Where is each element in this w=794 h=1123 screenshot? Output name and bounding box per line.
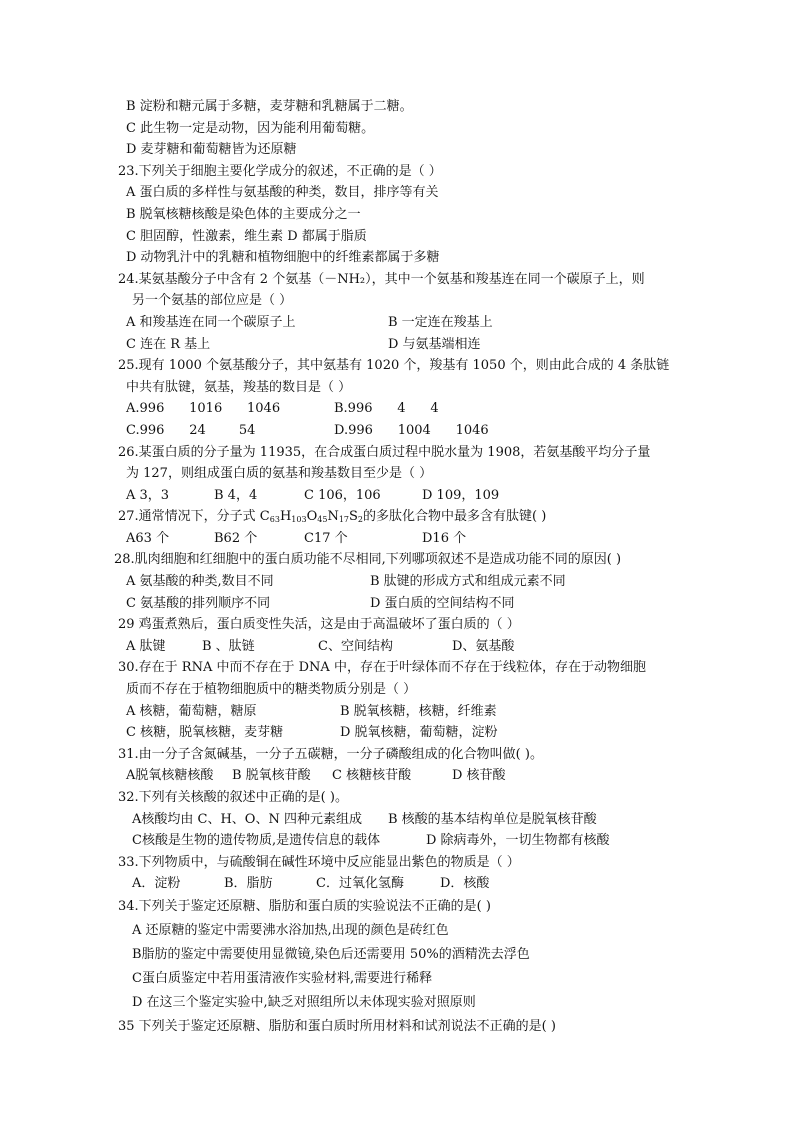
option-line: C 胆固醇，性激素，维生素 D 都属于脂质: [126, 228, 367, 244]
option-line: D 麦芽糖和葡萄糖皆为还原糖: [126, 142, 297, 158]
option: C、空间结构: [318, 638, 393, 654]
option: C.996 24 54: [126, 422, 256, 438]
option: D 109，109: [422, 487, 500, 503]
option: C核酸是生物的遗传物质,是遗传信息的载体: [132, 833, 381, 849]
option: A核酸均由 C、H、O、N 四种元素组成: [132, 811, 362, 827]
option: D 脱氧核糖，葡萄糖，淀粉: [340, 725, 498, 741]
option-line: A 蛋白质的多样性与氨基酸的种类，数目，排序等有关: [126, 185, 439, 201]
question-30-options: [118, 701, 688, 723]
option: A．淀粉: [132, 876, 181, 892]
question-32: 32.下列有关核酸的叙述中正确的是( )。: [118, 790, 348, 805]
question-24: 24.某氨基酸分子中含有 2 个氨基（－NH₂），其中一个氨基和羧基连在同一个碳原子上，则: [118, 271, 645, 287]
option-line: D 动物乳汁中的乳糖和植物细胞中的纤维素都属于多糖: [126, 250, 440, 266]
question-35: 35 下列关于鉴定还原糖、脂肪和蛋白质时所用材料和试剂说法不正确的是( ): [118, 1018, 556, 1034]
option: D 与氨基端相连: [388, 336, 481, 352]
option: B 核酸的基本结构单位是脱氧核苷酸: [388, 811, 597, 827]
option: C 核糖，脱氧核糖，麦芽糖: [126, 725, 284, 741]
option: D 蛋白质的空间结构不同: [370, 595, 515, 611]
option: C 连在 R 基上: [126, 336, 211, 352]
option: B．脂肪: [224, 876, 273, 892]
question-33-options: [118, 873, 688, 895]
option: A 和羧基连在同一个碳原子上: [126, 314, 296, 330]
question-24-options: [118, 312, 688, 334]
question-26-cont: 为 127，则组成蛋白质的氨基和羧基数目至少是（ ）: [126, 466, 433, 482]
question-32-options: [118, 830, 688, 852]
question-27: 27.通常情况下，分子式 $C_{63}H_{103}O_{45}N_{17}S_2$的多肽化合物中最多含有肽键( ): [118, 509, 547, 525]
question-25-options: [118, 398, 688, 420]
question-34: 34.下列关于鉴定还原糖、脂肪和蛋白质的实验说法不正确的是( ): [118, 898, 491, 914]
option: C 核糖核苷酸: [332, 768, 412, 784]
option: B62 个: [214, 530, 258, 546]
question-26: 26.某蛋白质的分子量为 11935，在合成蛋白质过程中脱水量为 1908，若氨基酸平均分子量: [118, 444, 651, 460]
option: D．核酸: [440, 876, 490, 892]
option: D16 个: [422, 530, 467, 546]
question-28: 28.肌肉细胞和红细胞中的蛋白质功能不尽相同,下列哪项叙述不是造成功能不同的原因( ): [114, 552, 622, 568]
option: A63 个: [126, 530, 170, 546]
option: B 脱氧核苷酸: [232, 768, 311, 784]
question-33: 33.下列物质中，与硫酸铜在碱性环境中反应能显出紫色的物质是（ ）: [118, 854, 520, 870]
question-25: 25.现有 1000 个氨基酸分子，其中氨基有 1020 个，羧基有 1050 个，则由此合成的 4 条肽链: [118, 358, 670, 374]
option-line: B 脱氧核糖核酸是染色体的主要成分之一: [126, 206, 361, 222]
option: C．过氧化氢酶: [316, 876, 404, 892]
option: D 除病毒外，一切生物都有核酸: [426, 833, 610, 849]
question-25-cont: 中共有肽键，氨基，羧基的数目是（ ）: [126, 379, 352, 395]
option-line: B 淀粉和糖元属于多糖，麦芽糖和乳糖属于二糖。: [126, 99, 413, 114]
question-31-options: [118, 765, 688, 787]
question-28-options: [118, 593, 688, 615]
option: A 3，3: [126, 487, 170, 503]
question-31: 31.由一分子含氮碱基，一分子五碳糖，一分子磷酸组成的化合物叫做( )。: [118, 746, 543, 762]
question-24-cont: 另一个氨基的部位应是（ ）: [132, 293, 293, 309]
question-29-options: [118, 636, 688, 658]
question-32-options: [118, 809, 688, 831]
option: B 一定连在羧基上: [388, 314, 493, 330]
question-24-options: [118, 334, 688, 356]
option-line: A 还原糖的鉴定中需要沸水浴加热,出现的颜色是砖红色: [132, 922, 449, 938]
option: C17 个: [304, 530, 348, 546]
question-30-options: [118, 722, 688, 744]
question-25-options: [118, 420, 688, 442]
option: A.996 1016 1046: [126, 401, 281, 417]
option: A脱氧核糖核酸: [126, 768, 214, 784]
option: C 106，106: [304, 487, 381, 503]
option: A 肽键: [126, 638, 166, 654]
question-23: 23.下列关于细胞主要化学成分的叙述，不正确的是（ ）: [118, 163, 442, 179]
option-line: C蛋白质鉴定中若用蛋清液作实验材料,需要进行稀释: [132, 970, 433, 986]
option-line: B脂肪的鉴定中需要使用显微镜,染色后还需要用 50%的酒精洗去浮色: [132, 946, 530, 962]
option: B 、肽链: [202, 638, 255, 654]
option: C 氨基酸的排列顺序不同: [126, 595, 271, 611]
question-26-options: [118, 485, 688, 507]
option: B 肽键的形成方式和组成元素不同: [370, 574, 566, 590]
option: D 核苷酸: [452, 768, 506, 784]
question-30-cont: 质而不存在于植物细胞质中的糖类物质分别是（ ）: [126, 682, 417, 698]
question-27-options: [118, 528, 688, 550]
question-29: 29 鸡蛋煮熟后，蛋白质变性失活，这是由于高温破坏了蛋白质的（ ）: [118, 617, 520, 633]
option: D、氨基酸: [452, 638, 515, 654]
option: B 4，4: [214, 487, 258, 503]
option: B.996 4 4: [334, 401, 439, 417]
option-line: D 在这三个鉴定实验中,缺乏对照组所以未体现实验对照原则: [132, 994, 476, 1010]
option: A 核糖，葡萄糖，糖原: [126, 703, 257, 719]
option: A 氨基酸的种类,数目不同: [126, 574, 274, 590]
option-line: C 此生物一定是动物，因为能利用葡萄糖。: [126, 120, 375, 136]
question-28-options: [118, 571, 688, 593]
question-text: [114, 96, 688, 1039]
option: B 脱氧核糖，核糖，纤维素: [340, 703, 497, 719]
option: D.996 1004 1046: [334, 422, 489, 438]
question-30: 30.存在于 RNA 中而不存在于 DNA 中，存在于叶绿体而不存在于线粒体，存在于动物细胞: [118, 660, 646, 676]
